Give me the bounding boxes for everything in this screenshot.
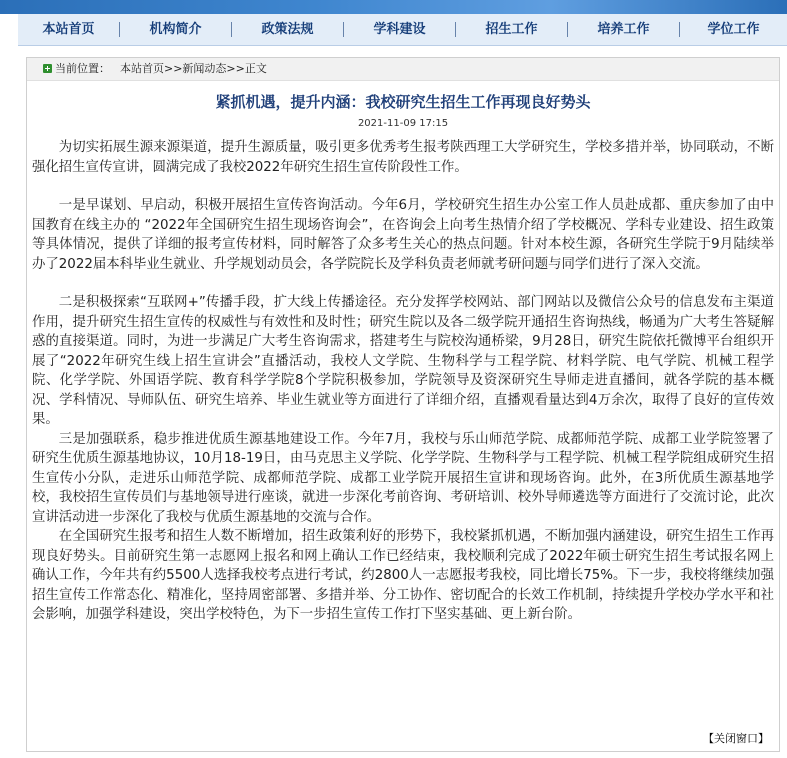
- nav-policy[interactable]: 政策法规: [261, 22, 314, 37]
- close-window-button[interactable]: 【关闭窗口】: [703, 732, 769, 745]
- article-paragraph: 一是早谋划、早启动，积极开展招生宣传咨询活动。今年6月，学校研究生招生办公室工作人员赴成都、重庆参加了由中国教育在线主办的 “2022年全国研究生招生现场咨询会”，在咨询会上向考生热情介绍了学校概况、学科专业建设、招生政策等具体情况，提供了详细的报考宣传材料，同时解答了众多考生关心的热点问题。针对本校生源，各研究生学院于9月陆续举办了2022届本科毕业生就业、升学规划动员会，各学院院长及学科负责老师就考研问题与同学们进行了深入交流。: [32, 198, 774, 272]
- article-body: [32, 138, 774, 625]
- nav-admission[interactable]: 招生工作: [485, 22, 538, 37]
- nav-degree[interactable]: 学位工作: [707, 22, 760, 37]
- article-date: 2021-11-09 17:15: [357, 118, 449, 129]
- nav-discipline[interactable]: 学科建设: [373, 22, 426, 37]
- nav-about[interactable]: 机构简介: [149, 22, 202, 37]
- nav-separator: [567, 22, 568, 37]
- article-paragraph: 在全国研究生报考和招生人数不断增加，招生政策利好的形势下，我校紧抓机遇，不断加强内涵建设，研究生招生工作再现良好势头。目前研究生第一志愿网上报名和网上确认工作已经结束，我校顺利完成了2022年硕士研究生招生考试报名网上确认工作，今年共有约5500人选择我校考点进行考试，约2800人一志愿报考我校，同比增长75%。下一步，我校将继续加强招生宣传工作常态化、精准化，坚持周密部署、多措并举、分工协作、密切配合的长效工作机制，持续提升学校办学水平和社会影响，加强学科建设，突出学校特色，为下一步招生宣传工作打下坚实基础、更上新台阶。: [32, 529, 774, 622]
- nav-separator: [119, 22, 120, 37]
- nav-separator: [455, 22, 456, 37]
- breadcrumb: [27, 58, 779, 81]
- nav-home[interactable]: 本站首页: [42, 22, 95, 37]
- plus-square-icon: [43, 64, 52, 73]
- nav-separator: [679, 22, 680, 37]
- nav-training[interactable]: 培养工作: [597, 22, 650, 37]
- article-frame: [26, 57, 780, 752]
- breadcrumb-label: 当前位置：: [55, 62, 110, 75]
- article-paragraph: 三是加强联系，稳步推进优质生源基地建设工作。今年7月，我校与乐山师范学院、成都师范学院、成都工业学院签署了研究生优质生源基地协议，10月18-19日，由马克思主义学院、化学学院、生物科学与工程学院、机械工程学院组成研究生招生宣传小分队，走进乐山师范学院、成都师范学院、成都工业学院开展招生宣讲和现场咨询。此外，在3所优质生源基地学校，我校招生宣传员们与基地领导进行座谈，就进一步深化考前咨询、考研培训、校外导师遴选等方面进行了交流讨论，此次宣讲活动进一步深化了我校与优质生源基地的交流与合作。: [32, 431, 774, 525]
- article-paragraph: 为切实拓展生源来源渠道，提升生源质量，吸引更多优秀考生报考陕西理工大学研究生，学校多措并举，协同联动，不断强化招生宣传宣讲，圆满完成了我校2022年研究生招生宣传阶段性工作。: [32, 140, 774, 175]
- main-nav: [18, 14, 787, 46]
- top-banner: [0, 0, 787, 14]
- article-title: 紧抓机遇，提升内涵：我校研究生招生工作再现良好势头: [215, 93, 591, 111]
- article-paragraph: 二是积极探索“互联网+”传播手段，扩大线上传播途径。充分发挥学校网站、部门网站以及微信公众号的信息发布主渠道作用，提升研究生招生宣传的权威性与有效性和及时性；研究生院以及各二级学院开通招生咨询热线，畅通为广大考生答疑解惑的直接渠道。同时，为进一步满足广大考生咨询需求，搭建考生与院校沟通桥梁，9月28日，研究生院依托微博平台组织开展了“2022年研究生线上招生宣讲会”直播活动，我校人文学院、生物科学与工程学院、材料学院、电气学院、机械工程学院、化学学院、外国语学院、教育科学学院8个学院积极参加，学院领导及资深研究生导师走进直播间，就各学院的基本概况、学科情况、导师队伍、研究生培养、毕业生就业等方面进行了详细介绍，直播观看量达到4万余次，取得了良好的宣传效果。: [32, 295, 774, 427]
- nav-separator: [343, 22, 344, 37]
- breadcrumb-path[interactable]: 本站首页>>新闻动态>>正文: [120, 62, 267, 75]
- nav-separator: [231, 22, 232, 37]
